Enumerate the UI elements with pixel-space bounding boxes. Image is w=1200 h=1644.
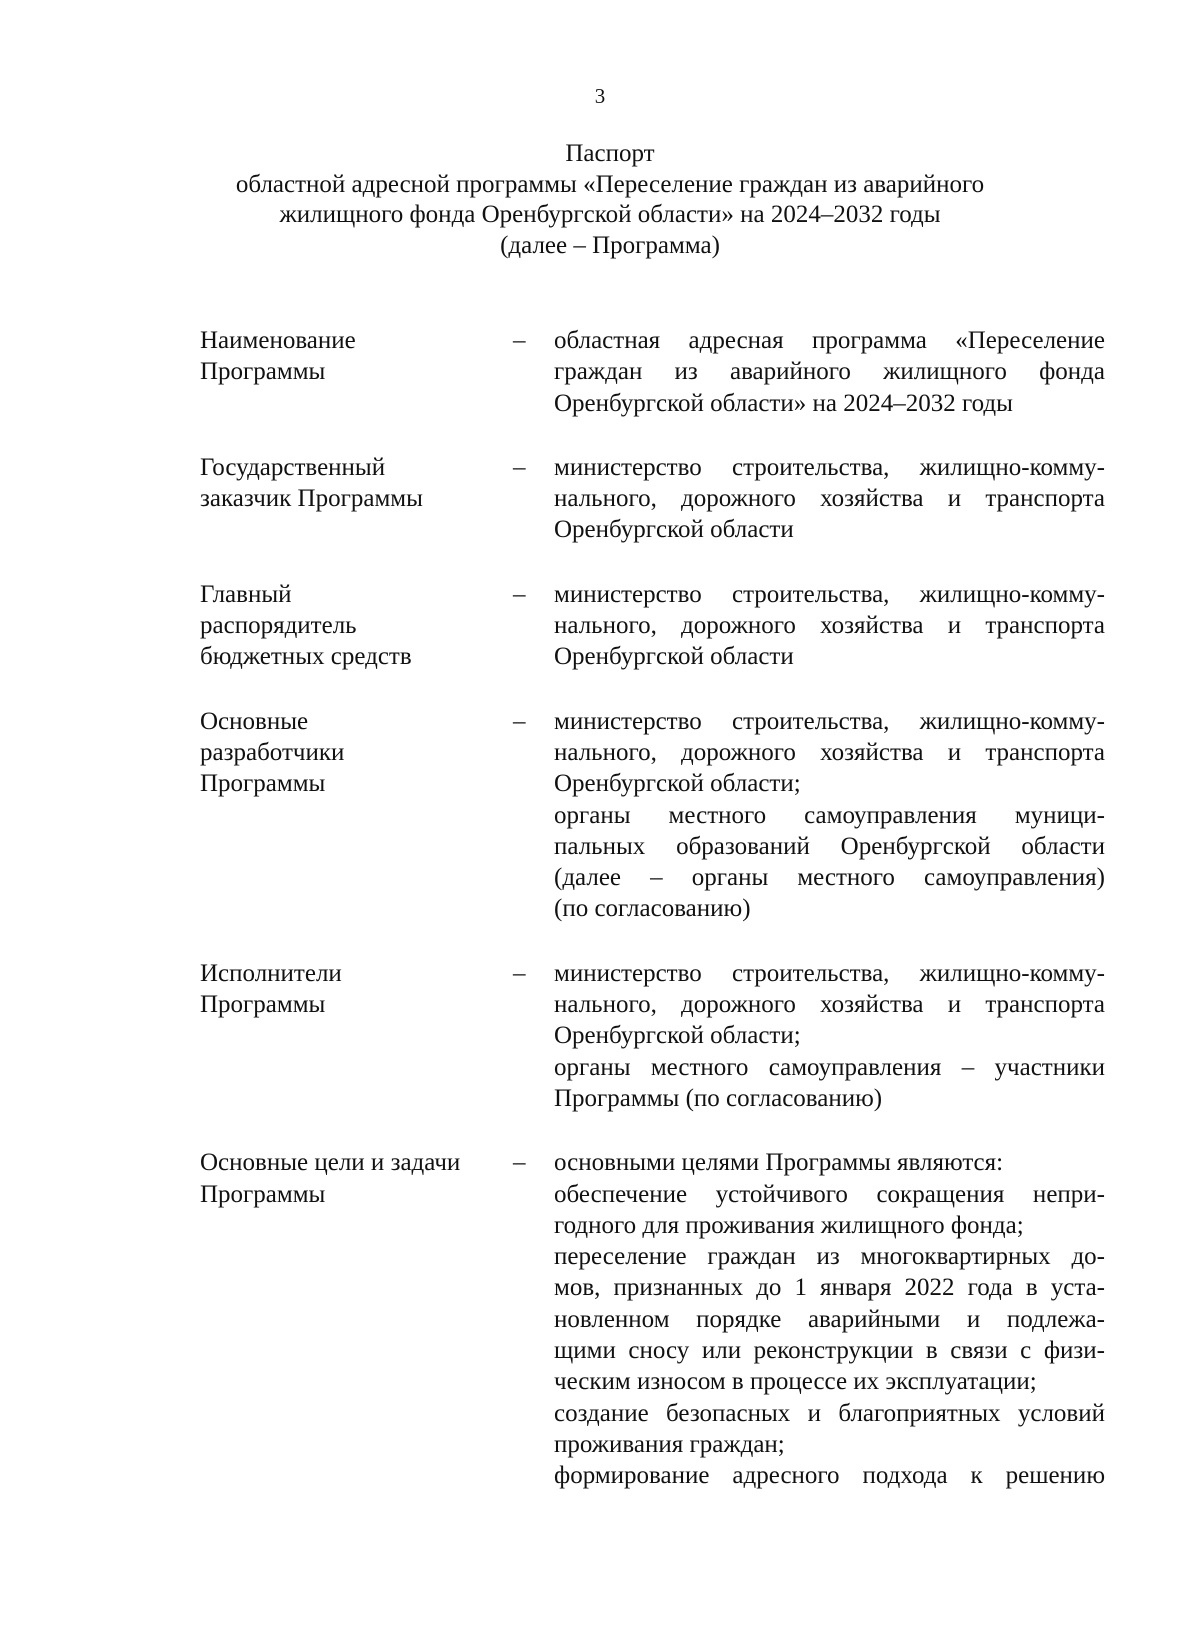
row-dash: – xyxy=(513,959,526,987)
row-label xyxy=(200,452,500,515)
row-value-line: ческим износом в процессе их эксплуатации; xyxy=(554,1368,1037,1396)
passport-row xyxy=(200,452,1105,546)
row-label-line: Основные цели и задачи xyxy=(200,1149,461,1177)
row-dash: – xyxy=(513,327,526,354)
row-value-line: министерство строительства, жилищно-комму- xyxy=(554,453,1105,481)
row-value-line: Оренбургской области» на 2024–2032 годы xyxy=(554,389,1013,417)
row-value-line: создание безопасных и благоприятных условий xyxy=(554,1399,1105,1427)
row-label-line: Наименование xyxy=(200,327,356,354)
row-label xyxy=(200,958,500,1021)
row-value-line: органы местного самоуправления муници- xyxy=(554,801,1105,829)
row-label-line: Государственный xyxy=(200,453,386,481)
row-label-line: разработчики xyxy=(200,738,345,766)
row-value-line: основными целями Программы являются: xyxy=(554,1149,1004,1177)
title-line: областной адресной программы «Переселение граждан из аварийного xyxy=(235,170,985,198)
row-value-line: министерство строительства, жилищно-комму- xyxy=(554,959,1105,987)
row-label-line: Программы xyxy=(200,770,326,798)
row-value-line: новленном порядке аварийными и подлежа- xyxy=(554,1305,1105,1333)
row-value xyxy=(554,706,1105,925)
row-label-line: Основные xyxy=(200,707,309,735)
row-label-line: бюджетных средств xyxy=(200,643,412,671)
document-title xyxy=(150,139,1070,261)
row-value-line: проживания граждан; xyxy=(554,1430,785,1458)
row-value-line: Оренбургской области; xyxy=(554,770,801,798)
row-value-line: нального, дорожного хозяйства и транспорта xyxy=(554,738,1105,766)
row-label xyxy=(200,579,500,673)
row-label-line: Главный xyxy=(200,580,292,608)
row-label-line: Программы xyxy=(200,1180,326,1208)
row-value-line: органы местного самоуправления – участники xyxy=(554,1053,1105,1081)
row-value-line: Программы (по согласованию) xyxy=(554,1084,883,1112)
passport-row xyxy=(200,1147,1105,1491)
row-dash: – xyxy=(513,580,526,608)
passport-table xyxy=(200,325,1105,1525)
page-number: 3 xyxy=(594,84,606,108)
row-label-line: заказчик Программы xyxy=(200,485,423,513)
row-value-line: мов, признанных до 1 января 2022 года в уста- xyxy=(554,1274,1105,1302)
title-line: Паспорт xyxy=(565,140,655,167)
row-label-line: распорядитель xyxy=(200,612,357,640)
row-value-line: Оренбургской области xyxy=(554,643,794,671)
passport-row xyxy=(200,579,1105,673)
row-value-line: формирование адресного подхода к решению xyxy=(554,1462,1105,1490)
row-value-line: обеспечение устойчивого сокращения непри- xyxy=(554,1180,1105,1208)
passport-row xyxy=(200,706,1105,925)
row-value-line: министерство строительства, жилищно-комму- xyxy=(554,707,1105,735)
title-line: жилищного фонда Оренбургской области» на 2024–2032 годы xyxy=(279,201,941,228)
row-dash: – xyxy=(513,453,526,481)
row-value xyxy=(554,1147,1105,1491)
row-value-line: Оренбургской области; xyxy=(554,1022,801,1050)
row-label-line: Программы xyxy=(200,358,326,386)
row-value-line: годного для проживания жилищного фонда; xyxy=(554,1211,1024,1239)
row-label xyxy=(200,1147,500,1210)
title-line: (далее – Программа) xyxy=(500,231,720,259)
row-value xyxy=(554,579,1105,673)
row-label-line: Исполнители xyxy=(200,959,342,987)
row-label xyxy=(200,325,500,388)
row-value-line: нального, дорожного хозяйства и транспорта xyxy=(554,485,1105,513)
row-value-line: областная адресная программа «Переселение xyxy=(554,327,1105,354)
row-value-line: (далее – органы местного самоуправления) xyxy=(554,864,1105,892)
row-value xyxy=(554,452,1105,546)
row-value xyxy=(554,958,1105,1114)
row-value-line: нального, дорожного хозяйства и транспорта xyxy=(554,991,1105,1019)
row-value-line: граждан из аварийного жилищного фонда xyxy=(554,358,1105,386)
row-dash: – xyxy=(513,707,526,735)
row-value-line: Оренбургской области xyxy=(554,516,794,544)
passport-row xyxy=(200,325,1105,419)
row-value-line: пальных образований Оренбургской области xyxy=(554,832,1105,860)
passport-row xyxy=(200,958,1105,1114)
row-label-line: Программы xyxy=(200,991,326,1019)
row-value xyxy=(554,325,1105,419)
row-dash: – xyxy=(513,1149,526,1177)
row-value-line: щими сносу или реконструкции в связи с физи- xyxy=(554,1337,1105,1365)
row-label xyxy=(200,706,500,800)
row-value-line: нального, дорожного хозяйства и транспорта xyxy=(554,612,1105,640)
row-value-line: министерство строительства, жилищно-комму- xyxy=(554,580,1105,608)
row-value-line: переселение граждан из многоквартирных до- xyxy=(554,1243,1105,1271)
row-value-line: (по согласованию) xyxy=(554,895,751,923)
